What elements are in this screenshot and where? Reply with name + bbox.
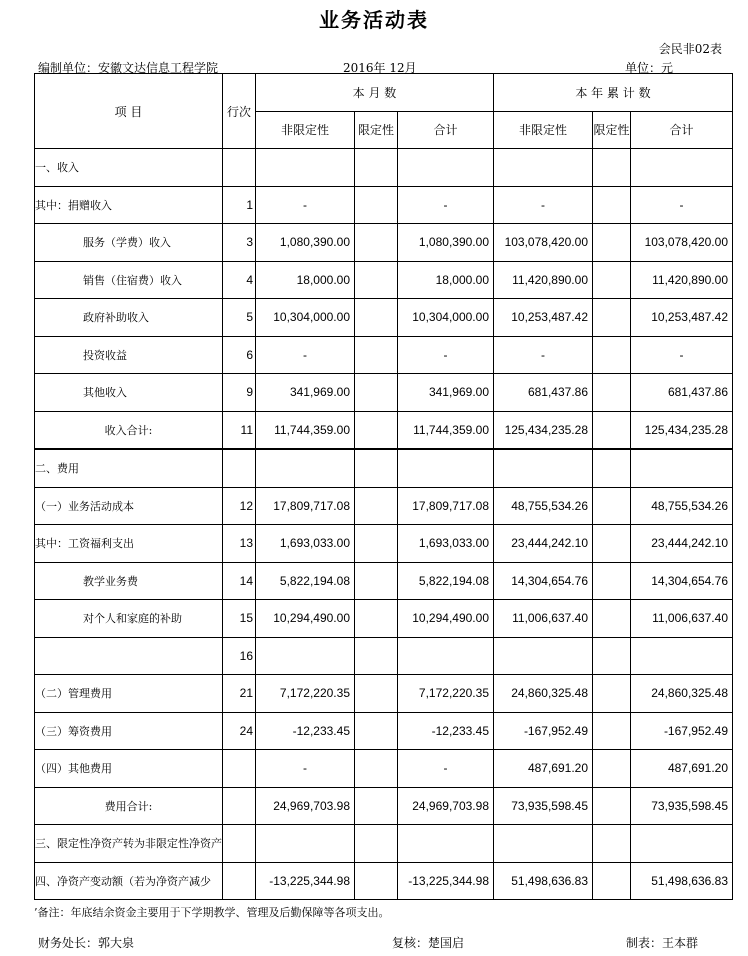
cell-year-restricted [593, 224, 631, 262]
cell-month-unrestricted: 11,744,359.00 [256, 411, 355, 449]
cell-year-restricted [593, 712, 631, 750]
cell-month-total: - [398, 336, 494, 374]
activity-table [34, 73, 733, 900]
cell-month-restricted [355, 487, 398, 525]
header-year-restricted: 限定性 [593, 111, 631, 149]
row-label: （三）筹资费用 [35, 712, 223, 750]
cell-year-total: 487,691.20 [631, 750, 733, 788]
cell-year-restricted [593, 186, 631, 224]
row-line-number [223, 750, 256, 788]
cell-year-restricted [593, 637, 631, 675]
cell-year-total [631, 825, 733, 863]
cell-year-restricted [593, 149, 631, 187]
cell-month-total: - [398, 750, 494, 788]
row-label: 收入合计: [35, 411, 223, 449]
table-row [35, 637, 733, 675]
cell-year-restricted [593, 261, 631, 299]
currency-unit: 单位：元 [625, 61, 674, 75]
cell-month-total: 18,000.00 [398, 261, 494, 299]
cell-month-unrestricted: 10,294,490.00 [256, 600, 355, 638]
cell-month-restricted [355, 750, 398, 788]
row-line-number [223, 149, 256, 187]
header-year: 本 年 累 计 数 [494, 74, 733, 112]
table-row [35, 787, 733, 825]
cell-month-restricted [355, 299, 398, 337]
row-line-number: 1 [223, 186, 256, 224]
cell-year-unrestricted: - [494, 336, 593, 374]
table-row [35, 299, 733, 337]
cell-month-unrestricted: -13,225,344.98 [256, 862, 355, 900]
row-line-number: 14 [223, 562, 256, 600]
row-line-number: 6 [223, 336, 256, 374]
cell-year-unrestricted: 125,434,235.28 [494, 411, 593, 449]
cell-year-unrestricted: 24,860,325.48 [494, 675, 593, 713]
row-line-number: 21 [223, 675, 256, 713]
cell-year-total: -167,952.49 [631, 712, 733, 750]
table-row [35, 712, 733, 750]
header-line: 行次 [223, 74, 256, 149]
row-line-number [223, 862, 256, 900]
row-label: 销售（住宿费）收入 [35, 261, 223, 299]
cell-month-total: 1,693,033.00 [398, 525, 494, 563]
cell-year-restricted [593, 675, 631, 713]
header-month-restricted: 限定性 [355, 111, 398, 149]
header-month-unrestricted: 非限定性 [256, 111, 355, 149]
table-row [35, 675, 733, 713]
table-row [35, 261, 733, 299]
cell-year-restricted [593, 825, 631, 863]
cell-year-restricted [593, 487, 631, 525]
table-row [35, 562, 733, 600]
signature-finance: 财务处长：郭大泉 [38, 936, 135, 950]
cell-year-restricted [593, 862, 631, 900]
cell-month-unrestricted: 7,172,220.35 [256, 675, 355, 713]
row-line-number: 13 [223, 525, 256, 563]
header-month: 本 月 数 [256, 74, 494, 112]
cell-year-total: - [631, 336, 733, 374]
row-label: 二、费用 [35, 449, 223, 487]
row-label: 三、限定性净资产转为非限定性净资产 [35, 825, 223, 863]
cell-month-unrestricted: 1,693,033.00 [256, 525, 355, 563]
cell-year-total [631, 449, 733, 487]
cell-year-unrestricted: 11,006,637.40 [494, 600, 593, 638]
cell-month-unrestricted: 10,304,000.00 [256, 299, 355, 337]
row-line-number: 9 [223, 374, 256, 412]
cell-year-unrestricted: 23,444,242.10 [494, 525, 593, 563]
reporting-unit: 编制单位：安徽文达信息工程学院 [38, 61, 219, 75]
row-label: 其中：捐赠收入 [35, 186, 223, 224]
cell-month-restricted [355, 712, 398, 750]
cell-year-total [631, 149, 733, 187]
cell-month-total [398, 449, 494, 487]
row-label: 费用合计: [35, 787, 223, 825]
cell-year-total: 73,935,598.45 [631, 787, 733, 825]
cell-month-total: - [398, 186, 494, 224]
cell-month-unrestricted [256, 449, 355, 487]
cell-month-restricted [355, 224, 398, 262]
table-row [35, 862, 733, 900]
row-label: 教学业务费 [35, 562, 223, 600]
cell-month-restricted [355, 862, 398, 900]
cell-month-unrestricted: 17,809,717.08 [256, 487, 355, 525]
table-body [35, 149, 733, 900]
cell-month-total: 17,809,717.08 [398, 487, 494, 525]
cell-month-total: -13,225,344.98 [398, 862, 494, 900]
cell-month-unrestricted: - [256, 750, 355, 788]
cell-year-unrestricted: - [494, 186, 593, 224]
cell-month-unrestricted [256, 149, 355, 187]
cell-year-total: 681,437.86 [631, 374, 733, 412]
table-row [35, 525, 733, 563]
cell-month-restricted [355, 411, 398, 449]
cell-year-total: 48,755,534.26 [631, 487, 733, 525]
cell-year-restricted [593, 411, 631, 449]
cell-month-total: 24,969,703.98 [398, 787, 494, 825]
cell-month-restricted [355, 374, 398, 412]
cell-month-unrestricted: -12,233.45 [256, 712, 355, 750]
row-label: 政府补助收入 [35, 299, 223, 337]
cell-year-total: 11,006,637.40 [631, 600, 733, 638]
cell-year-restricted [593, 525, 631, 563]
cell-month-restricted [355, 787, 398, 825]
cell-month-total [398, 825, 494, 863]
cell-year-restricted [593, 299, 631, 337]
row-label: 四、净资产变动额（若为净资产减少 [35, 862, 223, 900]
cell-year-restricted [593, 787, 631, 825]
cell-month-total: 341,969.00 [398, 374, 494, 412]
cell-month-total [398, 637, 494, 675]
cell-year-unrestricted [494, 825, 593, 863]
row-line-number [223, 825, 256, 863]
cell-month-unrestricted: 341,969.00 [256, 374, 355, 412]
cell-year-restricted [593, 600, 631, 638]
cell-year-unrestricted: -167,952.49 [494, 712, 593, 750]
cell-year-unrestricted: 103,078,420.00 [494, 224, 593, 262]
table-row [35, 374, 733, 412]
cell-month-unrestricted: - [256, 336, 355, 374]
cell-month-total: 5,822,194.08 [398, 562, 494, 600]
cell-year-unrestricted: 10,253,487.42 [494, 299, 593, 337]
table-row [35, 149, 733, 187]
cell-year-total: 11,420,890.00 [631, 261, 733, 299]
report-title: 业务活动表 [319, 8, 429, 32]
cell-month-restricted [355, 186, 398, 224]
cell-year-restricted [593, 750, 631, 788]
table-row [35, 750, 733, 788]
cell-month-unrestricted: 18,000.00 [256, 261, 355, 299]
row-label: 一、收入 [35, 149, 223, 187]
signature-prepared: 制表：王本群 [626, 936, 699, 950]
cell-month-total [398, 149, 494, 187]
row-label: （四）其他费用 [35, 750, 223, 788]
cell-month-restricted [355, 525, 398, 563]
cell-month-unrestricted: 1,080,390.00 [256, 224, 355, 262]
header-month-total: 合计 [398, 111, 494, 149]
cell-year-unrestricted: 73,935,598.45 [494, 787, 593, 825]
cell-year-unrestricted [494, 149, 593, 187]
cell-year-total: 103,078,420.00 [631, 224, 733, 262]
cell-year-unrestricted: 681,437.86 [494, 374, 593, 412]
cell-year-restricted [593, 336, 631, 374]
cell-month-total: 11,744,359.00 [398, 411, 494, 449]
row-line-number: 12 [223, 487, 256, 525]
cell-month-total: 1,080,390.00 [398, 224, 494, 262]
cell-month-restricted [355, 637, 398, 675]
header-year-total: 合计 [631, 111, 733, 149]
row-line-number: 3 [223, 224, 256, 262]
cell-month-unrestricted: 5,822,194.08 [256, 562, 355, 600]
cell-year-unrestricted: 487,691.20 [494, 750, 593, 788]
cell-month-unrestricted: - [256, 186, 355, 224]
cell-month-restricted [355, 562, 398, 600]
row-line-number: 11 [223, 411, 256, 449]
cell-month-restricted [355, 600, 398, 638]
row-label [35, 637, 223, 675]
row-label: 投资收益 [35, 336, 223, 374]
cell-year-total: 23,444,242.10 [631, 525, 733, 563]
form-number: 会民非02表 [658, 42, 722, 56]
cell-month-unrestricted [256, 637, 355, 675]
cell-month-restricted [355, 149, 398, 187]
row-line-number: 4 [223, 261, 256, 299]
cell-year-total: 24,860,325.48 [631, 675, 733, 713]
footnote: ’备注：年底结余资金主要用于下学期教学、管理及后勤保障等各项支出。 [34, 906, 390, 919]
cell-year-unrestricted [494, 637, 593, 675]
table-row [35, 487, 733, 525]
row-line-number [223, 787, 256, 825]
cell-year-unrestricted: 14,304,654.76 [494, 562, 593, 600]
cell-year-unrestricted: 11,420,890.00 [494, 261, 593, 299]
cell-year-total: 125,434,235.28 [631, 411, 733, 449]
cell-year-total: 14,304,654.76 [631, 562, 733, 600]
cell-year-total: 10,253,487.42 [631, 299, 733, 337]
cell-month-unrestricted: 24,969,703.98 [256, 787, 355, 825]
row-label: 其他收入 [35, 374, 223, 412]
row-label: （二）管理费用 [35, 675, 223, 713]
cell-year-restricted [593, 374, 631, 412]
cell-month-restricted [355, 261, 398, 299]
cell-year-total: 51,498,636.83 [631, 862, 733, 900]
cell-year-unrestricted [494, 449, 593, 487]
table-row [35, 336, 733, 374]
row-label: 对个人和家庭的补助 [35, 600, 223, 638]
cell-year-restricted [593, 449, 631, 487]
signature-review: 复核：楚国启 [392, 936, 465, 950]
cell-month-restricted [355, 336, 398, 374]
table-row [35, 449, 733, 487]
row-line-number: 24 [223, 712, 256, 750]
cell-month-unrestricted [256, 825, 355, 863]
table-row [35, 825, 733, 863]
table-row [35, 224, 733, 262]
report-period: 2016年 12月 [343, 61, 417, 75]
cell-year-total [631, 637, 733, 675]
cell-year-total: - [631, 186, 733, 224]
table-row [35, 411, 733, 449]
cell-month-total: 7,172,220.35 [398, 675, 494, 713]
table-row [35, 186, 733, 224]
row-label: （一）业务活动成本 [35, 487, 223, 525]
cell-month-total: 10,294,490.00 [398, 600, 494, 638]
cell-month-total: 10,304,000.00 [398, 299, 494, 337]
row-line-number: 16 [223, 637, 256, 675]
header-item: 项 目 [35, 74, 223, 149]
row-line-number: 5 [223, 299, 256, 337]
row-label: 其中：工资福利支出 [35, 525, 223, 563]
cell-year-unrestricted: 51,498,636.83 [494, 862, 593, 900]
cell-year-restricted [593, 562, 631, 600]
row-line-number: 15 [223, 600, 256, 638]
cell-year-unrestricted: 48,755,534.26 [494, 487, 593, 525]
header-year-unrestricted: 非限定性 [494, 111, 593, 149]
cell-month-restricted [355, 825, 398, 863]
table-row [35, 600, 733, 638]
row-label: 服务（学费）收入 [35, 224, 223, 262]
cell-month-restricted [355, 675, 398, 713]
cell-month-total: -12,233.45 [398, 712, 494, 750]
cell-month-restricted [355, 449, 398, 487]
row-line-number [223, 449, 256, 487]
